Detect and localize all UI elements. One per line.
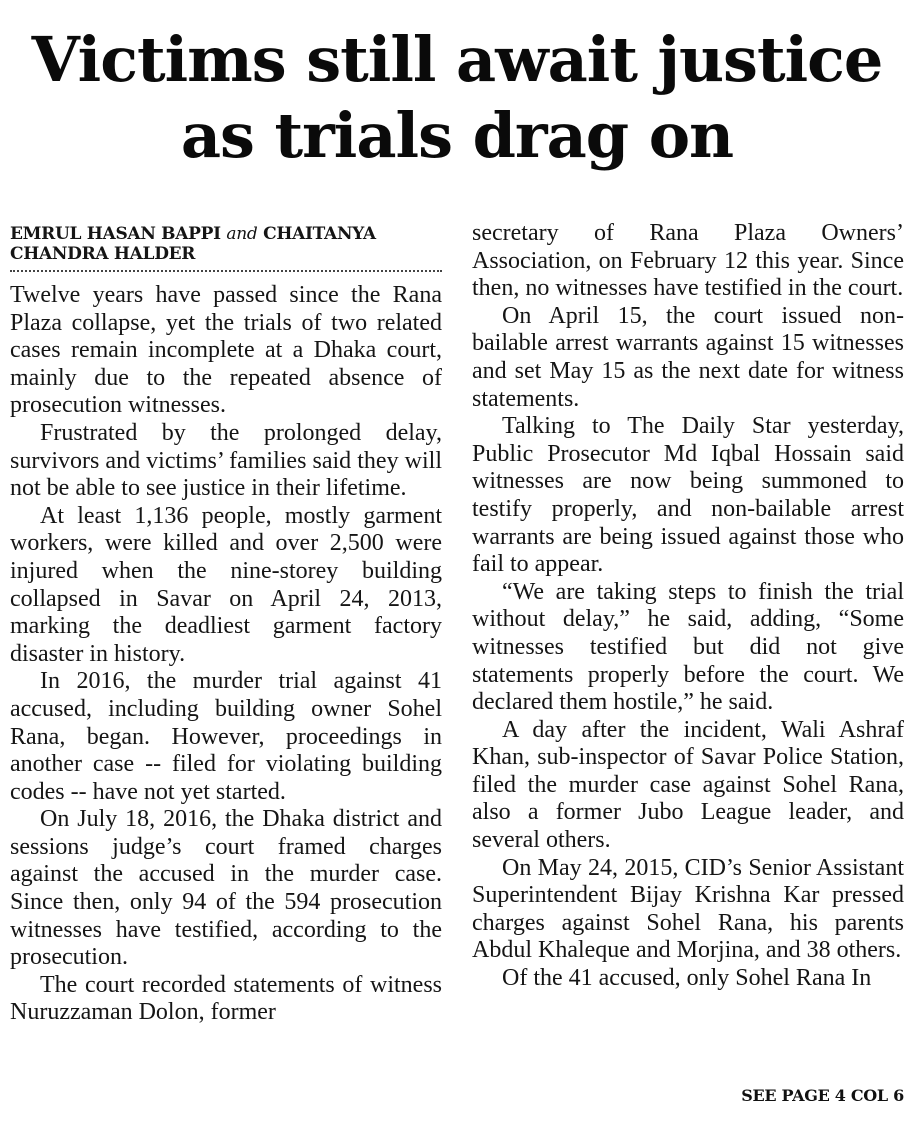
headline	[0, 22, 914, 174]
paragraph: Twelve years have passed since the Rana Plaza collapse, yet the trials of two related cases remain incomplete at a Dhaka court, mainly due to the repeated absence of prosecution witnesses.	[10, 282, 442, 419]
paragraph: A day after the incident, Wali Ashraf Khan, sub-inspector of Savar Police Station, filed the murder case against Sohel Rana, also a former Jubo League leader, and several others.	[472, 716, 904, 854]
paragraph: secretary of Rana Plaza Owners’ Association, on February 12 this year. Since then, no witnesses have testified in the court.	[472, 220, 904, 302]
paragraph: At least 1,136 people, mostly garment workers, were killed and over 2,500 were injured when the nine-storey building collapsed in Savar on April 24, 2013, marking the deadliest garment factory disaster in history.	[10, 502, 442, 667]
byline-author-1: EMRUL HASAN BAPPI	[10, 224, 221, 244]
paragraph: Of the 41 accused, only Sohel Rana In	[502, 965, 872, 992]
headline-line-1: Victims still await justice	[31, 23, 883, 96]
paragraph: On July 18, 2016, the Dhaka district and sessions judge’s court framed charges against the accused in the murder case. Since then, only 94 of the 594 prosecution witnesses have testified, according to the prosecution.	[10, 806, 442, 971]
article-column-right	[472, 220, 904, 993]
headline-line-2: as trials drag on	[180, 99, 734, 172]
paragraph: In 2016, the murder trial against 41 accused, including building owner Sohel Rana, began. However, proceedings in another case -- filed for violating building codes -- have not yet started.	[10, 668, 442, 805]
article-column-left	[10, 224, 442, 1027]
paragraph: On May 24, 2015, CID’s Senior Assistant Superintendent Bijay Krishna Kar pressed charges against Sohel Rana, his parents Abdul Khaleque and Morjina, and 38 others.	[472, 854, 904, 964]
continued-on-page-link[interactable]: SEE PAGE 4 COL 6	[741, 1086, 904, 1105]
paragraph: On April 15, the court issued non-bailable arrest warrants against 15 witnesses and set May 15 as the next date for witness statements.	[472, 302, 904, 412]
paragraph: The court recorded statements of witness Nuruzzaman Dolon, former	[10, 971, 442, 1026]
byline-author-2: CHAITANYA CHANDRA HALDER	[10, 224, 376, 264]
paragraph: “We are taking steps to finish the trial without delay,” he said, adding, “Some witnesses testified but did not give statements properly before the court. We declared them hostile,” he said.	[472, 578, 904, 716]
byline	[10, 224, 442, 264]
byline-divider	[10, 270, 442, 272]
paragraph: Frustrated by the prolonged delay, survivors and victims’ families said they will not be able to see justice in their lifetime.	[10, 419, 442, 502]
byline-conjunction: and	[226, 224, 258, 244]
paragraph: Talking to The Daily Star yesterday, Public Prosecutor Md Iqbal Hossain said witnesses are now being summoned to testify properly, and non-bailable arrest warrants are being issued against those who fail to appear.	[472, 413, 904, 578]
